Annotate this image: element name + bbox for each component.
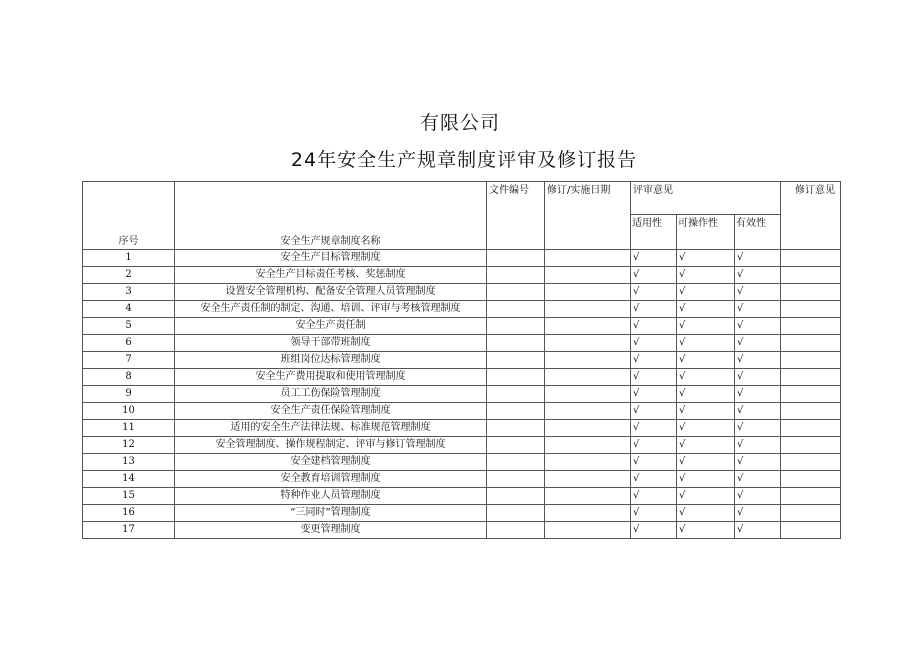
row-validity-check: √ bbox=[735, 318, 781, 335]
row-validity-check: √ bbox=[735, 420, 781, 437]
row-name: 安全生产目标管理制度 bbox=[175, 250, 487, 267]
row-revision bbox=[781, 335, 841, 352]
row-operability-check: √ bbox=[677, 352, 735, 369]
table-row bbox=[83, 420, 841, 437]
table-row bbox=[83, 335, 841, 352]
table-row bbox=[83, 471, 841, 488]
row-applicability-check: √ bbox=[631, 454, 677, 471]
row-revision bbox=[781, 471, 841, 488]
header-revision: 修订意见 bbox=[781, 182, 841, 250]
row-date bbox=[545, 335, 631, 352]
row-revision bbox=[781, 352, 841, 369]
row-validity-check: √ bbox=[735, 301, 781, 318]
row-applicability-check: √ bbox=[631, 437, 677, 454]
row-file-no bbox=[487, 454, 545, 471]
row-revision bbox=[781, 284, 841, 301]
table-row bbox=[83, 403, 841, 420]
row-applicability-check: √ bbox=[631, 386, 677, 403]
row-file-no bbox=[487, 267, 545, 284]
row-operability-check: √ bbox=[677, 284, 735, 301]
row-date bbox=[545, 267, 631, 284]
row-name: 员工工伤保险管理制度 bbox=[175, 386, 487, 403]
row-name: 安全生产费用提取和使用管理制度 bbox=[175, 369, 487, 386]
report-title: 24年安全生产规章制度评审及修订报告 bbox=[290, 149, 638, 171]
row-revision bbox=[781, 454, 841, 471]
row-file-no bbox=[487, 437, 545, 454]
header-date: 修订/实施日期 bbox=[545, 182, 631, 250]
row-date bbox=[545, 505, 631, 522]
row-validity-check: √ bbox=[735, 437, 781, 454]
row-date bbox=[545, 488, 631, 505]
row-revision bbox=[781, 420, 841, 437]
row-name: 特种作业人员管理制度 bbox=[175, 488, 487, 505]
row-operability-check: √ bbox=[677, 522, 735, 539]
row-name: 安全生产目标责任考核、奖惩制度 bbox=[175, 267, 487, 284]
row-file-no bbox=[487, 471, 545, 488]
row-operability-check: √ bbox=[677, 250, 735, 267]
row-seq: 2 bbox=[83, 267, 175, 284]
row-file-no bbox=[487, 369, 545, 386]
row-seq: 12 bbox=[83, 437, 175, 454]
table-row bbox=[83, 505, 841, 522]
row-name: “三同时”管理制度 bbox=[175, 505, 487, 522]
row-file-no bbox=[487, 301, 545, 318]
row-file-no bbox=[487, 352, 545, 369]
row-applicability-check: √ bbox=[631, 284, 677, 301]
row-validity-check: √ bbox=[735, 352, 781, 369]
row-revision bbox=[781, 505, 841, 522]
row-applicability-check: √ bbox=[631, 522, 677, 539]
row-seq: 10 bbox=[83, 403, 175, 420]
table-row bbox=[83, 318, 841, 335]
row-date bbox=[545, 437, 631, 454]
header-operability: 可操作性 bbox=[677, 215, 735, 250]
row-file-no bbox=[487, 318, 545, 335]
row-operability-check: √ bbox=[677, 505, 735, 522]
table-row bbox=[83, 522, 841, 539]
row-file-no bbox=[487, 403, 545, 420]
header-name: 安全生产规章制度名称 bbox=[175, 182, 487, 250]
row-validity-check: √ bbox=[735, 505, 781, 522]
row-revision bbox=[781, 318, 841, 335]
row-applicability-check: √ bbox=[631, 369, 677, 386]
row-applicability-check: √ bbox=[631, 250, 677, 267]
row-file-no bbox=[487, 284, 545, 301]
row-operability-check: √ bbox=[677, 420, 735, 437]
row-seq: 16 bbox=[83, 505, 175, 522]
row-operability-check: √ bbox=[677, 454, 735, 471]
row-revision bbox=[781, 250, 841, 267]
header-validity: 有效性 bbox=[735, 215, 781, 250]
row-name: 安全管理制度、操作规程制定、评审与修订管理制度 bbox=[175, 437, 487, 454]
row-file-no bbox=[487, 420, 545, 437]
row-applicability-check: √ bbox=[631, 420, 677, 437]
row-seq: 1 bbox=[83, 250, 175, 267]
row-validity-check: √ bbox=[735, 522, 781, 539]
row-date bbox=[545, 352, 631, 369]
row-applicability-check: √ bbox=[631, 267, 677, 284]
row-seq: 17 bbox=[83, 522, 175, 539]
row-seq: 15 bbox=[83, 488, 175, 505]
table-row bbox=[83, 250, 841, 267]
table-row bbox=[83, 301, 841, 318]
row-revision bbox=[781, 301, 841, 318]
row-validity-check: √ bbox=[735, 369, 781, 386]
row-name: 安全教育培训管理制度 bbox=[175, 471, 487, 488]
row-seq: 7 bbox=[83, 352, 175, 369]
table-row bbox=[83, 437, 841, 454]
row-applicability-check: √ bbox=[631, 318, 677, 335]
row-date bbox=[545, 284, 631, 301]
row-seq: 4 bbox=[83, 301, 175, 318]
row-revision bbox=[781, 386, 841, 403]
row-operability-check: √ bbox=[677, 301, 735, 318]
row-seq: 6 bbox=[83, 335, 175, 352]
row-validity-check: √ bbox=[735, 403, 781, 420]
row-validity-check: √ bbox=[735, 386, 781, 403]
header-file-no: 文件编号 bbox=[487, 182, 545, 250]
row-file-no bbox=[487, 522, 545, 539]
table-row bbox=[83, 352, 841, 369]
row-operability-check: √ bbox=[677, 318, 735, 335]
row-seq: 3 bbox=[83, 284, 175, 301]
row-date bbox=[545, 318, 631, 335]
row-name: 适用的安全生产法律法规、标准规范管理制度 bbox=[175, 420, 487, 437]
row-validity-check: √ bbox=[735, 335, 781, 352]
row-validity-check: √ bbox=[735, 454, 781, 471]
row-seq: 13 bbox=[83, 454, 175, 471]
row-applicability-check: √ bbox=[631, 403, 677, 420]
row-date bbox=[545, 403, 631, 420]
row-date bbox=[545, 471, 631, 488]
table-row bbox=[83, 284, 841, 301]
row-validity-check: √ bbox=[735, 250, 781, 267]
row-revision bbox=[781, 403, 841, 420]
row-validity-check: √ bbox=[735, 284, 781, 301]
row-date bbox=[545, 386, 631, 403]
row-name: 领导干部带班制度 bbox=[175, 335, 487, 352]
row-operability-check: √ bbox=[677, 267, 735, 284]
row-seq: 8 bbox=[83, 369, 175, 386]
row-name: 变更管理制度 bbox=[175, 522, 487, 539]
row-date bbox=[545, 250, 631, 267]
row-operability-check: √ bbox=[677, 437, 735, 454]
row-name: 安全生产责任制 bbox=[175, 318, 487, 335]
row-name: 班组岗位达标管理制度 bbox=[175, 352, 487, 369]
table-body bbox=[83, 250, 841, 539]
row-seq: 14 bbox=[83, 471, 175, 488]
row-file-no bbox=[487, 488, 545, 505]
row-validity-check: √ bbox=[735, 488, 781, 505]
row-applicability-check: √ bbox=[631, 335, 677, 352]
row-date bbox=[545, 454, 631, 471]
row-applicability-check: √ bbox=[631, 505, 677, 522]
row-validity-check: √ bbox=[735, 471, 781, 488]
row-seq: 11 bbox=[83, 420, 175, 437]
row-name: 设置安全管理机构、配备安全管理人员管理制度 bbox=[175, 284, 487, 301]
row-revision bbox=[781, 369, 841, 386]
row-operability-check: √ bbox=[677, 369, 735, 386]
company-name: 有限公司 bbox=[419, 112, 500, 134]
row-seq: 5 bbox=[83, 318, 175, 335]
row-operability-check: √ bbox=[677, 488, 735, 505]
row-operability-check: √ bbox=[677, 386, 735, 403]
row-seq: 9 bbox=[83, 386, 175, 403]
review-table bbox=[82, 181, 841, 539]
row-file-no bbox=[487, 250, 545, 267]
row-name: 安全生产责任制的制定、沟通、培训、评审与考核管理制度 bbox=[175, 301, 487, 318]
row-name: 安全建档管理制度 bbox=[175, 454, 487, 471]
row-applicability-check: √ bbox=[631, 488, 677, 505]
header-applicability: 适用性 bbox=[631, 215, 677, 250]
row-operability-check: √ bbox=[677, 335, 735, 352]
row-date bbox=[545, 522, 631, 539]
table-row bbox=[83, 369, 841, 386]
table-header bbox=[83, 182, 841, 250]
row-file-no bbox=[487, 505, 545, 522]
row-name: 安全生产责任保险管理制度 bbox=[175, 403, 487, 420]
table-row bbox=[83, 267, 841, 284]
header-seq: 序号 bbox=[83, 182, 175, 250]
row-operability-check: √ bbox=[677, 471, 735, 488]
row-date bbox=[545, 301, 631, 318]
table-row bbox=[83, 454, 841, 471]
row-file-no bbox=[487, 335, 545, 352]
table-row bbox=[83, 488, 841, 505]
row-operability-check: √ bbox=[677, 403, 735, 420]
row-applicability-check: √ bbox=[631, 471, 677, 488]
row-applicability-check: √ bbox=[631, 352, 677, 369]
row-revision bbox=[781, 488, 841, 505]
row-revision bbox=[781, 522, 841, 539]
row-validity-check: √ bbox=[735, 267, 781, 284]
table-row bbox=[83, 386, 841, 403]
row-date bbox=[545, 420, 631, 437]
header-review: 评审意见 bbox=[631, 182, 781, 215]
row-revision bbox=[781, 267, 841, 284]
row-revision bbox=[781, 437, 841, 454]
row-file-no bbox=[487, 386, 545, 403]
row-applicability-check: √ bbox=[631, 301, 677, 318]
row-date bbox=[545, 369, 631, 386]
